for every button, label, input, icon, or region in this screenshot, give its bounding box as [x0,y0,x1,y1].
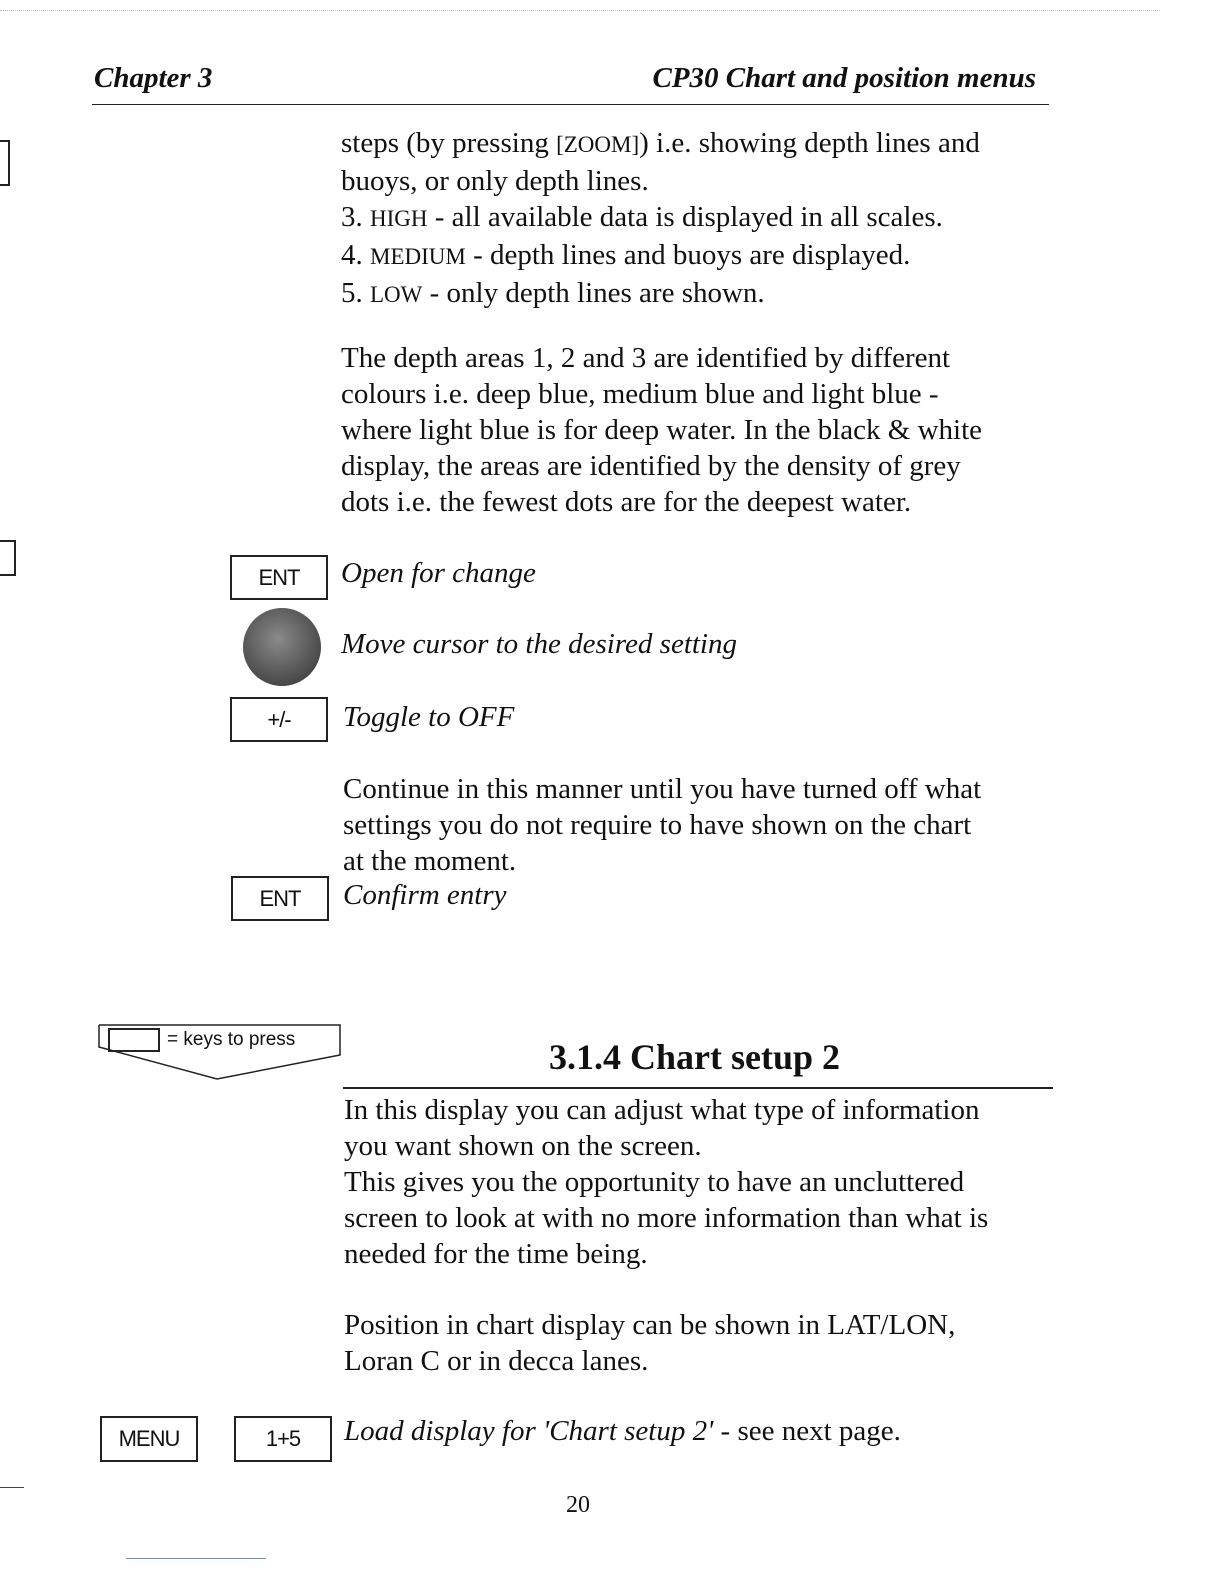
load-instruction: Load display for 'Chart setup 2' - see next page. [344,1415,901,1447]
header-divider [92,104,1049,105]
top-scan-rule [0,10,1160,11]
intro-line-2: buoys, or only depth lines. [341,165,649,197]
section-heading: 3.1.4 Chart setup 2 [549,1037,841,1077]
menu-key-icon: MENU [100,1416,198,1462]
ent-key-icon: ENT [230,555,328,600]
margin-scan-mark [0,1487,24,1488]
step-confirm: Confirm entry [343,879,507,911]
bottom-scan-line [126,1558,266,1559]
page-number: 20 [566,1492,590,1518]
step-toggle: Toggle to OFF [343,701,515,733]
legend-text: = keys to press [167,1029,296,1050]
section-paragraph-2: Position in chart display can be shown in LAT/LON, Loran C or in decca lanes. [344,1309,956,1377]
combo-key-icon: 1+5 [234,1416,332,1462]
section-divider [343,1087,1053,1089]
step-move: Move cursor to the desired setting [341,628,737,660]
list-item-high: 3. HIGH - all available data is displayed in all scales. [341,201,943,233]
list-item-low: 5. LOW - only depth lines are shown. [341,277,765,309]
continue-paragraph: Continue in this manner until you have turned off what settings you do not require to have shown on the chart at the moment. [343,773,982,877]
plus-minus-key-icon: +/- [230,697,328,742]
step-open: Open for change [341,557,536,589]
page-title: CP30 Chart and position menus [652,62,1036,94]
margin-bracket-mid [0,540,16,576]
zoom-key-ref: [ZOOM] [556,132,640,157]
chapter-label: Chapter 3 [94,62,213,94]
list-item-medium: 4. MEDIUM - depth lines and buoys are displayed. [341,239,911,271]
intro-block [341,125,1053,313]
ent-key-confirm-icon: ENT [231,876,329,921]
section-paragraph-1: In this display you can adjust what type of information you want shown on the screen. This gives you the opportunity to have an uncluttered screen to look at with no more information than what is needed for the time being. [344,1094,989,1270]
intro-line-1: steps (by pressing [ZOOM]) i.e. showing depth lines and [341,127,980,159]
depth-paragraph: The depth areas 1, 2 and 3 are identified by different colours i.e. deep blue, medium blue and light blue - where light blue is for deep water. In the black & white display, the areas are identified by the density of grey dots i.e. the fewest dots are for the deepest water. [341,342,983,518]
cursor-knob-icon [243,608,321,686]
keys-legend [97,1023,342,1083]
margin-bracket-top [0,140,10,186]
